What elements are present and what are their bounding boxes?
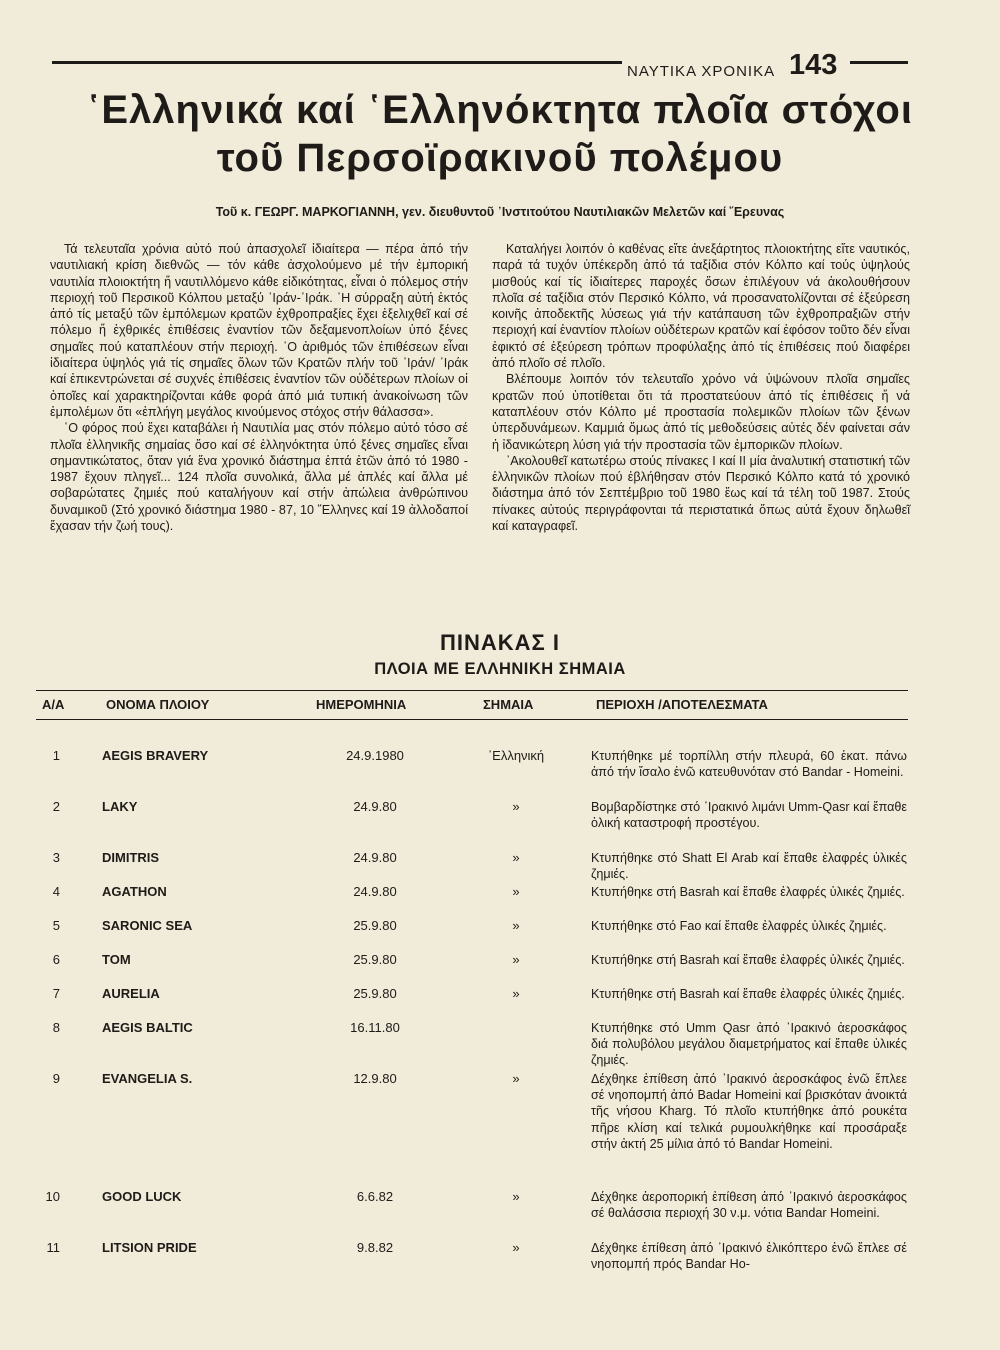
column-header-result: ΠΕΡΙΟΧΗ /ΑΠΟΤΕΛΕΣΜΑΤΑ: [596, 697, 768, 712]
column-header-date: ΗΜΕΡΟΜΗΝΙΑ: [316, 697, 407, 712]
ship-name: LAKY: [102, 799, 138, 814]
flag: »: [512, 884, 520, 899]
incident-date: 24.9.80: [353, 850, 397, 865]
incident-date: 12.9.80: [353, 1071, 397, 1086]
column-header-flag: ΣΗΜΑΙΑ: [483, 697, 534, 712]
row-number: 7: [52, 986, 60, 1001]
table-header-rule-bottom: [36, 719, 908, 720]
incident-result: Κτυπήθηκε στό Fao καί ἔπαθε ἐλαφρές ὑλικές ζημιές.: [591, 919, 887, 933]
incident-date: 24.9.1980: [346, 748, 404, 763]
paragraph: ῾Ο φόρος πού ἔχει καταβάλει ἡ Ναυτιλία μας στόν πόλεμο αὐτό τόσο σέ πλοῖα ἑλληνικῆς σημαίας ὅσο καί σέ ἑλληνόκτητα ὑπό ξένες σημαῖες εἶναι σημαντικώτατος, ὅταν γιά ἕνα χρονικό διάστημα ἑπτά ἐτῶν ἀπό τό 1980 - 1987 ἔχουν πληγεῖ... 124 πλοῖα συνολικά, ἄλλα μέ ἀπλές καί ἄλλα μέ σοβαρώτατες ζημιές πού καταλήγουν καί στήν ἀπώλεια ἀνθρώπινου δυναμικοῦ (Στό χρονικό διάστημα 1980 - 87, 10 ῞Ελληνες καί 19 ἀλλοδαποί ἔχασαν τήν ζωή τους).: [50, 421, 468, 534]
incident-result: Βομβαρδίστηκε στό ᾿Ιρακινό λιμάνι Umm-Qasr καί ἔπαθε ὁλική καταστροφή προστέγου.: [591, 800, 907, 831]
row-number: 8: [52, 1020, 60, 1035]
article-title-line-2: τοῦ Περσοϊρακινοῦ πολέμου: [216, 136, 784, 180]
incident-date: 24.9.80: [353, 799, 397, 814]
flag: »: [512, 799, 520, 814]
incident-date: 25.9.80: [353, 986, 397, 1001]
incident-result: Κτυπήθηκε μέ τορπίλλη στήν πλευρά, 60 ἑκατ. πάνω ἀπό τήν ἴσαλο ἐνῶ κατευθυνόταν στό Bandar - Homeini.: [591, 749, 907, 780]
flag: »: [512, 918, 520, 933]
row-number: 11: [46, 1240, 60, 1255]
flag: »: [512, 952, 520, 967]
body-column-left: [50, 241, 468, 534]
ship-name: EVANGELIA S.: [102, 1071, 193, 1086]
header-rule-left: [52, 61, 622, 64]
article-title-line-1: ῾Ελληνικά καί ῾Ελληνόκτητα πλοῖα στόχοι: [87, 88, 913, 132]
row-number: 1: [52, 748, 60, 763]
row-number: 6: [52, 952, 60, 967]
row-number: 4: [52, 884, 60, 899]
ship-name: TOM: [102, 952, 131, 967]
incident-result: Κτυπήθηκε στό Umm Qasr ἀπό ᾿Ιρακινό ἀεροσκάφος διά πολυβόλου μεγάλου διαμετρήματος καί ἔπαθε ὑλικές ζημιές.: [591, 1021, 907, 1068]
ship-name: AURELIA: [102, 986, 160, 1001]
article-title: [40, 86, 960, 182]
header-rule-right: [850, 61, 908, 64]
incident-date: 9.8.82: [356, 1240, 394, 1255]
row-number: 9: [52, 1071, 60, 1086]
incident-result: Κτυπήθηκε στή Basrah καί ἔπαθε ἐλαφρές ὑλικές ζημιές.: [591, 987, 905, 1001]
incident-result: Δέχθηκε ἐπίθεση ἀπό ᾿Ιρακινό ἐλικόπτερο ἐνῶ ἔπλεε σέ νηοπομπή πρός Bandar Ho-: [591, 1241, 907, 1272]
row-number: 10: [45, 1189, 60, 1204]
incident-result: Κτυπήθηκε στή Basrah καί ἔπαθε ἐλαφρές ὑλικές ζημιές.: [591, 953, 905, 967]
row-number: 2: [52, 799, 60, 814]
paragraph: Καταλήγει λοιπόν ὁ καθένας εἴτε ἀνεξάρτητος πλοιοκτήτης εἴτε ναυτικός, παρά τά τυχόν ὑπέκερδη ἀπό τά ταξίδια στόν Κόλπο καί τούς ὑψηλούς μισθούς καί τίς ἰδιαίτερες παροχές ὅσων ἐπιλέγουν νά ἀκολουθήσουν πλοῖα σέ ταξίδια στόν Περσικό Κόλπο, νά προσανατολίζονται σέ ἐξεύρεση κοινῆς ἀποδεκτῆς λύσεως γιά τήν κατάπαυση τῶν ἐχθροπραξιῶν στήν περιοχή καί ἐναντίον πλοίων οὐδέτερων κρατῶν καί ἐφόσον τοῦτο δέν εἶναι ἐφικτό σέ ἐξεύρεση τρόπων προφύλαξης ἀπό τίς ἐπιθέσεις πού διαφέρει ἀπό πλοῖο σέ πλοῖο.: [492, 242, 910, 371]
flag: »: [512, 1189, 520, 1204]
column-header-no: Α/Α: [42, 697, 65, 712]
incident-date: 25.9.80: [353, 918, 397, 933]
flag: ᾿Ελληνική: [487, 748, 545, 763]
byline: Τοῦ κ. ΓΕΩΡΓ. ΜΑΡΚΟΓΙΑΝΝΗ, γεν. διευθυντοῦ ᾿Ινστιτούτου Ναυτιλιακῶν Μελετῶν καί ῞Ερευνας: [215, 205, 785, 219]
row-number: 3: [52, 850, 60, 865]
row-number: 5: [52, 918, 60, 933]
flag: »: [512, 850, 520, 865]
ship-name: SARONIC SEA: [102, 918, 193, 933]
table-subtitle: ΠΛΟΙΑ ΜΕ ΕΛΛΗΝΙΚΗ ΣΗΜΑΙΑ: [374, 660, 626, 678]
incident-result: Κτυπήθηκε στή Basrah καί ἔπαθε ἐλαφρές ὑλικές ζημιές.: [591, 885, 905, 899]
journal-name: ΝΑΥΤΙΚΑ ΧΡΟΝΙΚΑ: [627, 63, 776, 80]
column-header-name: ΟΝΟΜΑ ΠΛΟΙΟΥ: [106, 697, 210, 712]
body-column-right: [492, 241, 910, 534]
flag: »: [512, 1071, 520, 1086]
incident-date: 6.6.82: [356, 1189, 394, 1204]
incident-date: 25.9.80: [353, 952, 397, 967]
flag: »: [512, 986, 520, 1001]
incident-date: 16.11.80: [350, 1020, 400, 1035]
page-number: 143: [789, 49, 838, 81]
paragraph: Βλέπουμε λοιπόν τόν τελευταῖο χρόνο νά ὑψώνουν πλοῖα σημαῖες κρατῶν πού ὑποτίθεται ὅτι τά προστατεύουν ἀπό τίς ἐπιθέσεις ἤ νά καταπλέουν στόν Κόλπο μέ προστασία πολεμικῶν πλοίων τῶν ξένων ὑπερδυνάμεων. Καμμιά ὅμως ἀπό τίς μεθοδεύσεις αὐτές δέν φαίνεται σάν ἡ ἰδανικώτερη λύση γιά τήν προστασία τῶν ἐμπορικῶν πλοίων.: [492, 372, 910, 452]
incident-result: Κτυπήθηκε στό Shatt El Arab καί ἔπαθε ἐλαφρές ὑλικές ζημιές.: [591, 851, 907, 882]
paragraph: ᾿Ακολουθεῖ κατωτέρω στούς πίνακες Ι καί ΙΙ μία ἀναλυτική στατιστική τῶν ἑλληνικῶν πλοίων πού ἐβλήθησαν στόν Περσικό Κόλπο κατά τό χρονικό διάστημα ἀπό τόν Σεπτέμβριο τοῦ 1980 ἕως καί τά τέλη τοῦ 1987. Στούς πίνακες αὐτούς περιγράφονται τά περιστατικά ὅπως αὐτά ἔχουν δηλωθεῖ καί καταγραφεῖ.: [492, 453, 910, 534]
paragraph: Τά τελευταῖα χρόνια αὐτό πού ἀπασχολεῖ ἰδιαίτερα — πέρα ἀπό τήν ναυτιλιακή κρίση διεθνῶς — τόν κάθε ἀσχολούμενο μέ τήν ἐμπορική ναυτιλία πλοιοκτήτη ἤ ναυτιλλόμενο κάθε εἰδικότητας, εἶναι ὁ πόλεμος στήν περιοχή τοῦ Περσικοῦ Κόλπου μεταξύ ᾿Ιράν-᾿Ιράκ. ῾Η σύρραξη αὐτή ἐκτός ἀπό τίς μεταξύ τῶν ἐμπόλεμων κρατῶν ἐχθροπραξίες ἔχει ἐξελιχθεῖ καί σέ πόλεμο ἤ ἐχθρικές ἐπιθέσεις ἐναντίον τῶν δεξαμενοπλοίων ὑπό ξένες σημαῖες πού καταπλέουν στήν περιοχή. ῾Ο ἀριθμός τῶν ἐπιθέσεων εἶναι ἰδιαίτερα ὑψηλός γιά τίς σημαῖες ὅλων τῶν Κρατῶν πλήν τοῦ ᾿Ιράν/ ᾿Ιράκ καί ἐπικεντρώνεται σέ συχνές ἐπιθέσεις ἐναντίον τῶν οὐδέτερων πλοίων οἱ ὁποῖες καί χαρακτηρίζονται κάθε φορά ἀπό μιά τυπική ἀνακοίνωση τῶν ἐμπολέμων ὅτι «ἐπλήγη μεγάλος κινούμενος στόχος στήν θάλασσα».: [50, 242, 468, 419]
ship-name: AGATHON: [102, 884, 167, 899]
incident-result: Δέχθηκε ἀεροπορική ἐπίθεση ἀπό ᾿Ιρακινό ἀεροσκάφος σέ θαλάσσια περιοχή 30 ν.μ. νότια Bandar Homeini.: [591, 1190, 907, 1221]
ship-name: LITSION PRIDE: [102, 1240, 197, 1255]
ship-name: DIMITRIS: [102, 850, 160, 865]
table-header-rule-top: [36, 690, 908, 691]
incident-result: Δέχθηκε ἐπίθεση ἀπό ᾿Ιρακινό ἀεροσκάφος ἐνῶ ἔπλεε σέ νηοπομπή ἀπό Badar Homeini καί βρισκόταν ἀνοικτά τῆς νήσου Kharg. Τό πλοῖο κτυπήθηκε ἀπό ρουκέτα πῆρε κλίση καί τελικά ρυμουλκήθηκε καί προσάραξε στήν ἀκτή 25 μίλια ἀπό τό Bandar Homeini.: [591, 1072, 907, 1151]
ship-name: GOOD LUCK: [102, 1189, 182, 1204]
ship-name: AEGIS BRAVERY: [102, 748, 209, 763]
flag: »: [512, 1240, 520, 1255]
ship-name: AEGIS BALTIC: [102, 1020, 193, 1035]
table-title: ΠΙΝΑΚΑΣ Ι: [440, 630, 560, 655]
incident-date: 24.9.80: [353, 884, 397, 899]
